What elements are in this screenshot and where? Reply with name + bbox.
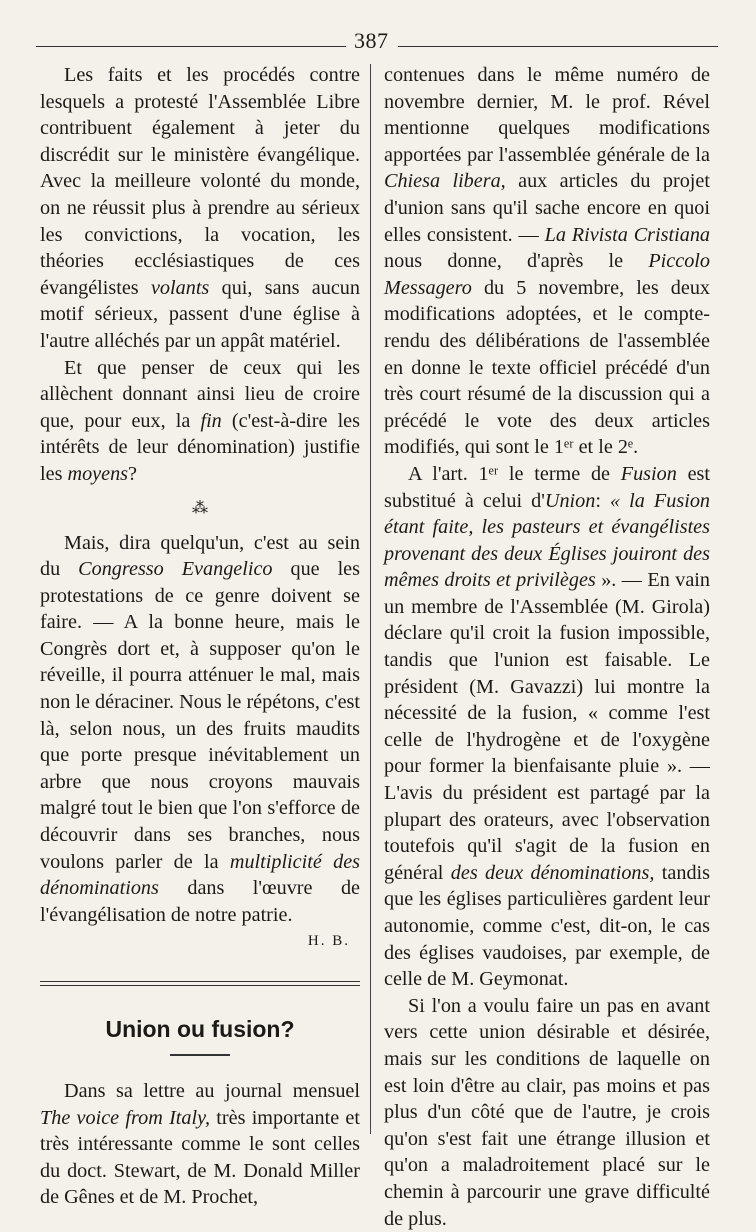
paragraph — [384, 62, 710, 461]
text: Dans sa lettre au journal mensuel — [64, 1080, 360, 1102]
section-rule — [40, 981, 360, 986]
paragraph — [384, 461, 710, 993]
italic-text: fin — [200, 409, 222, 432]
text: dans l'œuvre de l'évangélisation de notre patrie. — [40, 877, 360, 926]
text: A l'art. 1ᵉʳ le terme de — [408, 462, 610, 485]
text: ». — En vain un membre de l'Assemblée (M. Girola) déclare qu'il croit la fusion impossible, tandis que l'union est faisable. Le président (M. Gavazzi) lui montre la nécessité de la fusion, « comme l'est celle de l'hydrogène et de l'oxygène pour former la bienfaisante pluie ». — L'avis du président est partagé par la plupart des orateurs, avec l'observation toutefois qu'il s'agit de la fusion en général — [384, 569, 710, 884]
italic-text: Piccolo Messagero — [384, 250, 710, 299]
text: (c'est-à-dire les intérêts de leur dénomination) justifie les — [40, 409, 360, 485]
signature: H. B. — [307, 933, 350, 950]
text: très importante et très intéressante comme le sont celles du doct. Stewart, de M. Donald Miller de Gênes et de M. Prochet, — [40, 1106, 360, 1209]
text: aux articles du projet d'union sans qu'il sache encore en quoi elles consistent. — — [384, 170, 710, 246]
right-column — [384, 62, 710, 1232]
page-header — [36, 26, 718, 56]
header-rule-right — [398, 46, 718, 47]
italic-text: des deux dénominations, — [450, 861, 655, 884]
italic-text: Union — [544, 489, 596, 512]
signature-line — [40, 928, 360, 955]
text: : — [595, 489, 601, 512]
text: tandis que les églises particulières gardent leur autonomie, comme c'est, dit-on, le cas des églises vaudoises, par exemple, de celle de M. Geymonat. — [384, 861, 711, 991]
left-column — [40, 62, 360, 1211]
italic-text: Chiesa libera, — [384, 170, 506, 193]
text: est substitué à celui d' — [384, 462, 711, 512]
paragraph: Si l'on a voulu faire un pas en avant vers cette union désirable et désirée, mais sur les conditions de laquelle on est loin d'être au clair, pas moins et pas plus d'un côté que de l'autre, je crois qu'on s'est fait une étrange illusion et qu'on a maladroitement placé sur le chemin à parcourir une grave difficulté de plus. — [384, 994, 710, 1230]
italic-text: The voice from Italy, — [40, 1106, 210, 1129]
text: contenues dans le même numéro de novembre dernier, M. le prof. Rével mentionne quelques modifications apportées par l'assemblée générale de la — [384, 64, 710, 166]
text: que les protestations de ce genre doivent se faire. — A la bonne heure, mais le Congrès dort et, à supposer qu'on le réveille, il pourra atténuer le mal, mais non le déraciner. Nous le répétons, c'est là, selon nous, un des fruits maudits que porte presque inévitablement un arbre que nous croyons mauvais malgré tout le bien que l'on s'efforce de découvrir dans ses branches, nous voulons parler de la — [40, 558, 360, 873]
text: qui, sans aucun motif sérieux, passent d'une église à l'autre alléchés par un appât matériel. — [40, 276, 360, 352]
italic-text: « la Fusion étant faite, les pasteurs et évangélistes provenant des deux Églises jouiront des mêmes droits et privilèges — [384, 489, 711, 592]
italic-text: La Rivista Cristiana — [544, 223, 711, 246]
italic-text: multiplicité des dénominations — [40, 850, 361, 900]
text: Les faits et les procédés contre lesquels a protesté l'Assemblée Libre contribuent également à jeter du discrédit sur le ministère évangélique. Avec la meilleure volonté du monde, on ne réussit plus à prendre au sérieux les convictions, la vocation, les théories ecclésiastiques de ces évangélistes — [40, 64, 360, 299]
text: du 5 novembre, les deux modifications adoptées, et le compte-rendu des délibérations de l'assemblée en donne le texte officiel précédé d'un très court résumé de la discussion qui a précédé le vote des deux articles modifiés, qui sont le 1ᵉʳ et le 2ᵉ. — [384, 276, 711, 459]
asterism-separator: ⁂ — [192, 499, 208, 517]
page-number: 387 — [354, 28, 389, 53]
text: nous donne, d'après le — [384, 250, 624, 273]
text: Mais, dira quelqu'un, c'est au sein du — [40, 531, 360, 581]
italic-text: moyens — [67, 462, 129, 485]
paragraph — [40, 1078, 360, 1211]
paragraph — [40, 355, 360, 488]
text: ? — [128, 462, 137, 485]
italic-text: Congresso Evangelico — [78, 558, 273, 581]
section-title: Union ou fusion? — [105, 1016, 295, 1042]
title-ornament — [170, 1054, 230, 1056]
paragraph — [40, 62, 360, 355]
italic-text: volants — [150, 276, 210, 299]
italic-text: Fusion — [620, 462, 677, 485]
column-divider — [370, 64, 371, 1134]
text: Et que penser de ceux qui les allèchent donnant ainsi lieu de croire que, pour eux, la — [40, 356, 360, 432]
paragraph — [40, 530, 360, 929]
header-rule-left — [36, 46, 346, 47]
